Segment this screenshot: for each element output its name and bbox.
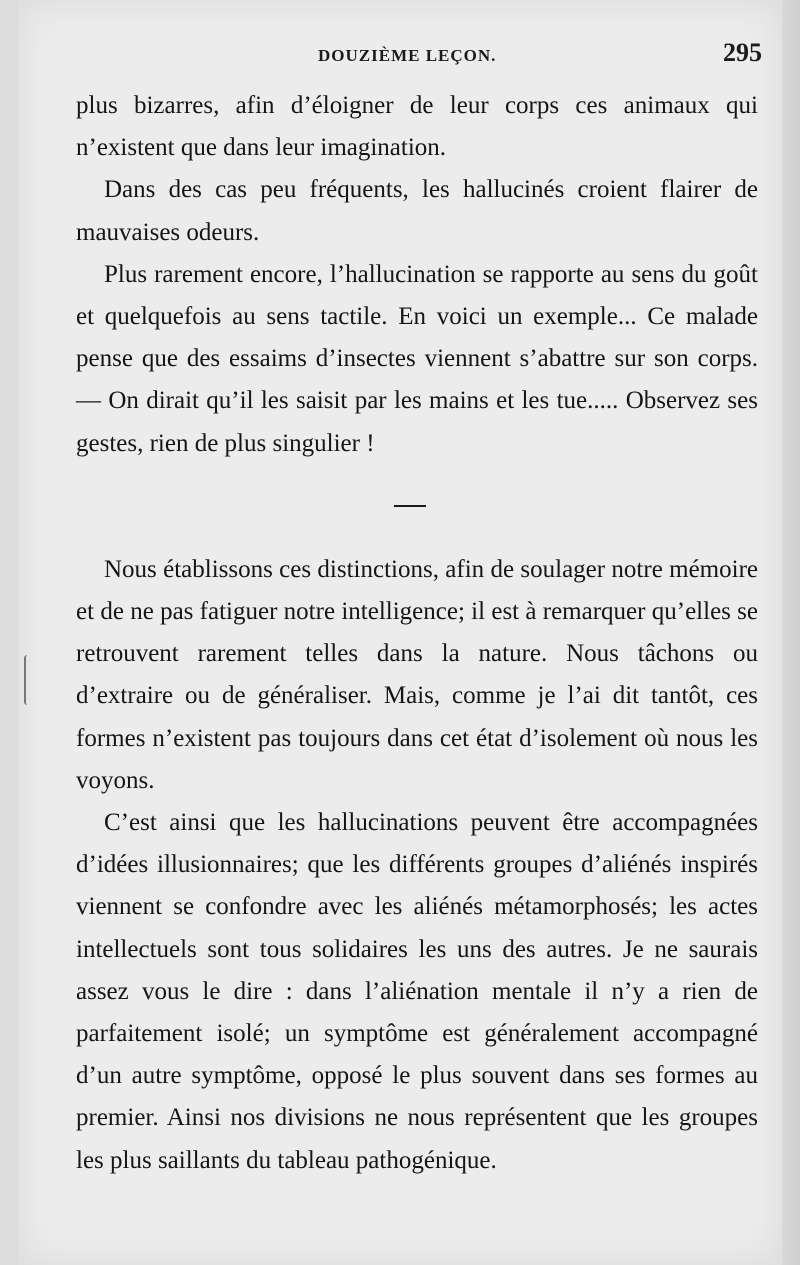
margin-mark — [24, 655, 30, 705]
page-body — [76, 85, 758, 1182]
paragraph-4: Nous établissons ces distinctions, afin de soulager notre mémoire et de ne pas fatiguer notre intelligence; il est à remarquer qu’elles se retrouvent rarement telles dans la nature. Nous tâchons ou d’extraire ou de généraliser. Mais, comme je l’ai dit tantôt, ces formes n’existent pas toujours dans cet état d’isolement où nous les voyons. — [76, 555, 758, 794]
page-header — [18, 36, 782, 76]
paragraph-1: plus bizarres, afin d’éloigner de leur corps ces animaux qui n’existent que dans leur imagination. — [76, 92, 758, 162]
running-head: DOUZIÈME LEÇON. — [318, 46, 497, 65]
book-page — [18, 0, 782, 1265]
paragraph-3: Plus rarement encore, l’hallucination se rapporte au sens du goût et quelquefois au sens tactile. En voici un exemple... Ce malade pense que des essaims d’insectes viennent s’abattre sur son corps. — On dirait qu’il les saisit par les mains et les tue..... Observez ses gestes, rien de plus singulier ! — [76, 260, 758, 457]
page-number: 295 — [723, 38, 762, 67]
paragraph-2: Dans des cas peu fréquents, les hallucinés croient flairer de mauvaises odeurs. — [76, 176, 758, 246]
section-separator — [76, 465, 758, 549]
paragraph-5: C’est ainsi que les hallucinations peuvent être accompagnées d’idées illusionnaires; que les différents groupes d’aliénés inspirés viennent se confondre avec les aliénés métamorphosés; les actes intellectuels sont tous solidaires les uns des autres. Je ne saurais assez vous le dire : dans l’aliénation mentale il n’y a rien de parfaitement isolé; un symptôme est généralement accompagné d’un autre symptôme, opposé le plus souvent dans ses formes au premier. Ainsi nos divisions ne nous représentent que les groupes les plus saillants du tableau pathogénique. — [76, 809, 758, 1174]
separator-dash — [394, 505, 426, 507]
